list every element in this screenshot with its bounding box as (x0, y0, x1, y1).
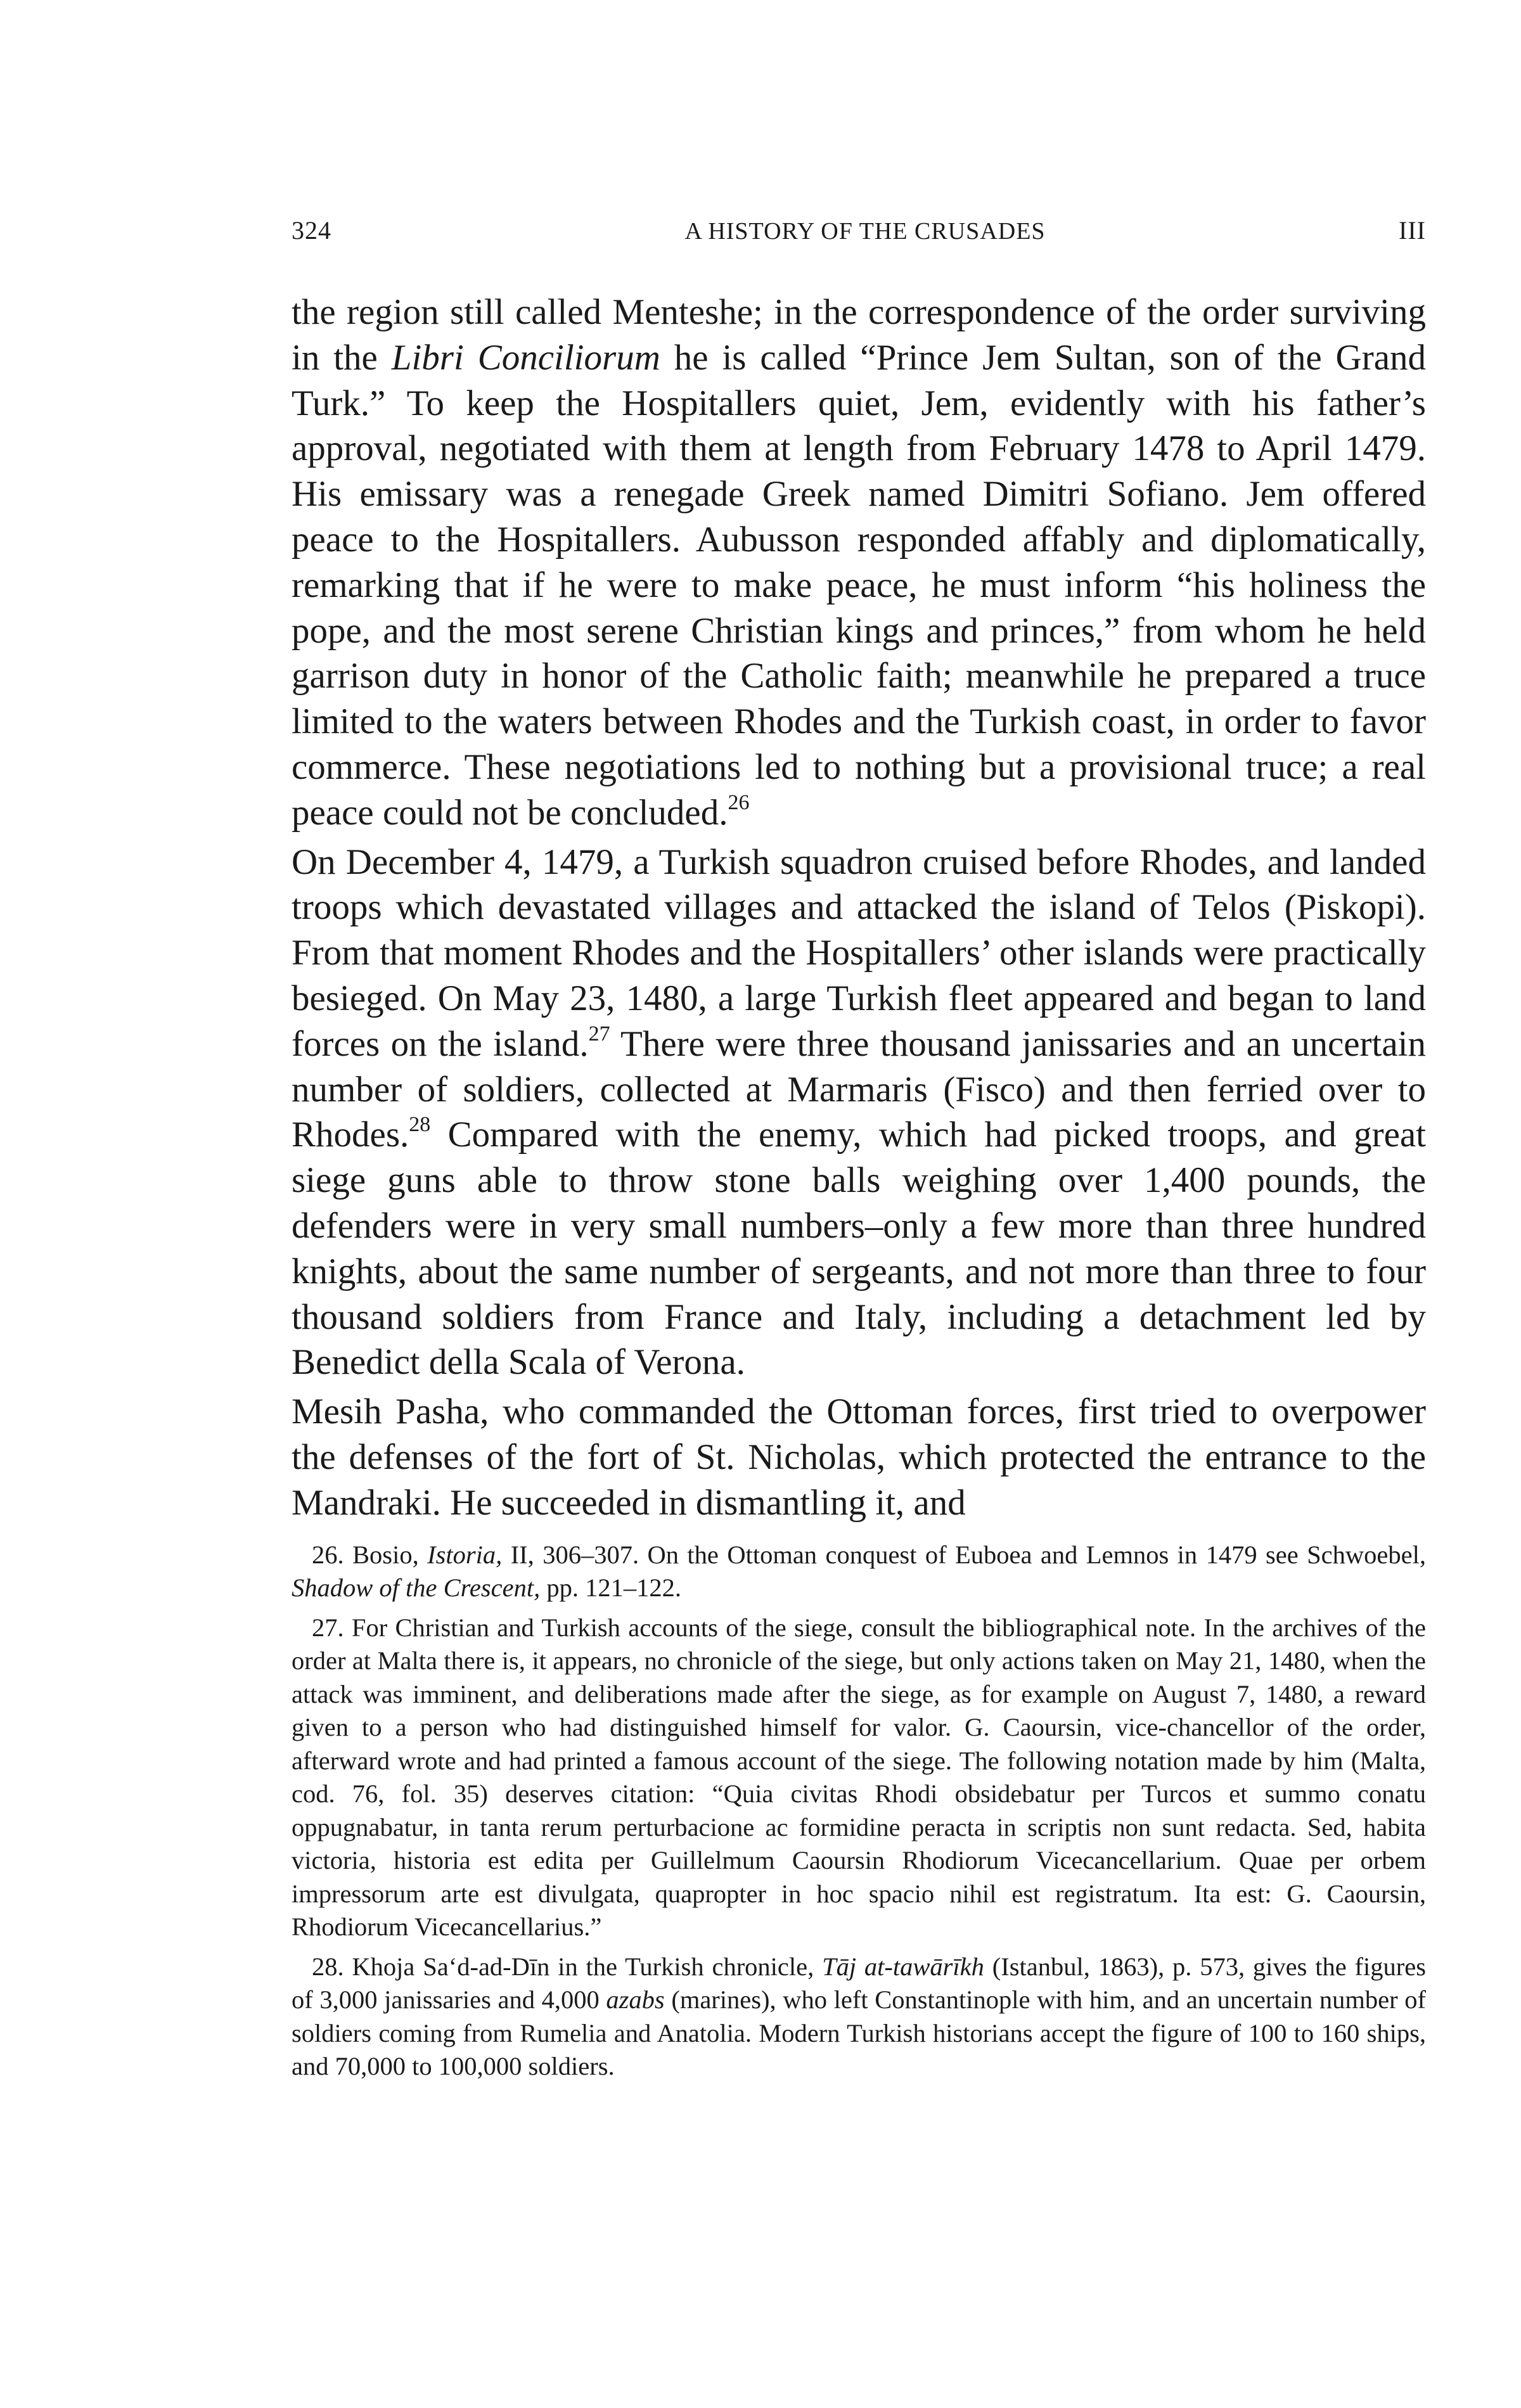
footnote-26 (292, 1539, 1426, 1605)
footnote-28-italic-2: azabs (606, 1985, 665, 2014)
footnote-26-text-c: pp. 121–122. (540, 1573, 681, 1603)
footnote-28-text-b: (Istanbul, 1863), p. 573, gives the figures of 3,000 janissaries and 4,000 (292, 1952, 1426, 2014)
book-page (292, 215, 1426, 2084)
running-title: A HISTORY OF THE CRUSADES (684, 218, 1046, 245)
footnote-ref-27: 27 (588, 1021, 610, 1046)
footnote-28-text-a: 28. Khoja Sa‘d-ad-Dīn in the Turkish chronicle, (312, 1952, 823, 1981)
footnote-27-text: 27. For Christian and Turkish accounts of the siege, consult the bibliographical note. In the archives of the order at Malta there is, it appears, no chronicle of the siege, but only actions taken on May 21, 1480, when the attack was imminent, and deliberations made after the siege, as for example on August 7, 1480, a reward given to a person who had distinguished himself for valor. G. Caoursin, vice-chancellor of the order, afterward wrote and had printed a famous account of the siege. The following notation made by him (Malta, cod. 76, fol. 35) deserves citation: “Quia civitas Rhodi obsidebatur per Turcos et summo conatu oppugnabatur, in tanta rerum perturbacione ac formidine peracta in scriptis non sunt redacta. Sed, habita victoria, historia est edita per Guillelmum Caoursin Rhodiorum Vicecancellarium. Quae per orbem impressorum arte est divulgata, quapropter in hoc spacio nihil est registratum. Ita est: G. Caoursin, Rhodiorum Vicecancellarius.” (292, 1613, 1426, 1942)
paragraph-3-text-a: Mesih Pasha, who commanded the Ottoman forces, first tried to overpower the defenses of the fort of St. Nicholas, which protected the entrance to the Mandraki. He succeeded in dismantling it, and (292, 1392, 1426, 1523)
footnote-ref-28: 28 (409, 1113, 431, 1137)
volume-number: III (1399, 216, 1426, 245)
paragraph-2-text-c: Compared with the enemy, which had picked troops, and great siege guns able to throw stone balls weighing over 1,400 pounds, the defenders were in very small numbers–only a few more than three hundred knights, about the same number of sergeants, and not more than three to four thousand soldiers from France and Italy, including a detachment led by Benedict della Scala of Verona. (292, 1115, 1426, 1383)
footnote-28 (292, 1950, 1426, 2084)
paragraph-1-text-b: he is called “Prince Jem Sultan, son of the Grand Turk.” To keep the Hospitallers quiet, Jem, evidently with his father’s approval, negotiated with them at length from February 1478 to April 1479. His emissary was a renegade Greek named Dimitri Sofiano. Jem offered peace to the Hospitallers. Aubusson responded affably and diplomatically, remarking that if he were to make peace, he must inform “his holiness the pope, and the most serene Christian kings and princes,” from whom he held garrison duty in honor of the Catholic faith; meanwhile he prepared a truce limited to the waters between Rhodes and the Turkish coast, in order to favor commerce. These negotiations led to nothing but a provisional truce; a real peace could not be concluded. (292, 337, 1426, 833)
page-number: 324 (292, 216, 331, 245)
footnotes (292, 1539, 1426, 2084)
paragraph-1-italic-title: Libri Conciliorum (391, 337, 660, 378)
footnote-26-italic-1: Istoria, (427, 1540, 503, 1569)
footnote-26-italic-2: Shadow of the Crescent, (292, 1573, 541, 1603)
paragraph-2-text-b: There were three thousand janissaries and an uncertain number of soldiers, collected at Marmaris (Fisco) and then ferried over to Rhodes. (292, 1023, 1426, 1155)
footnote-26-text-b: II, 306–307. On the Ottoman conquest of Euboea and Lemnos in 1479 see Schwoebel, (502, 1540, 1426, 1569)
footnote-28-italic-1: Tāj at-tawārīkh (822, 1952, 984, 1981)
footnote-28-text-c: (marines), who left Constantinople with him, and an uncertain number of soldiers coming from Rumelia and Anatolia. Modern Turkish historians accept the figure of 100 to 160 ships, and 70,000 to 100,000 soldiers. (292, 1985, 1426, 2081)
running-head (292, 215, 1426, 245)
paragraph-1-text-a: the region still called Menteshe; in the correspondence of the order surviving in the (292, 292, 1426, 378)
paragraph-2 (292, 840, 1426, 1386)
paragraph-2-text-a: On December 4, 1479, a Turkish squadron cruised before Rhodes, and landed troops which devastated villages and attacked the island of Telos (Piskopi). From that moment Rhodes and the Hospitallers’ other islands were practically besieged. On May 23, 1480, a large Turkish fleet appeared and began to land forces on the island. (292, 842, 1426, 1064)
paragraph-1 (292, 290, 1426, 836)
paragraph-3 (292, 1389, 1426, 1525)
footnote-26-text-a: 26. Bosio, (312, 1540, 428, 1569)
footnote-27 (292, 1611, 1426, 1944)
main-text (292, 290, 1426, 1526)
footnote-ref-26: 26 (728, 790, 750, 814)
